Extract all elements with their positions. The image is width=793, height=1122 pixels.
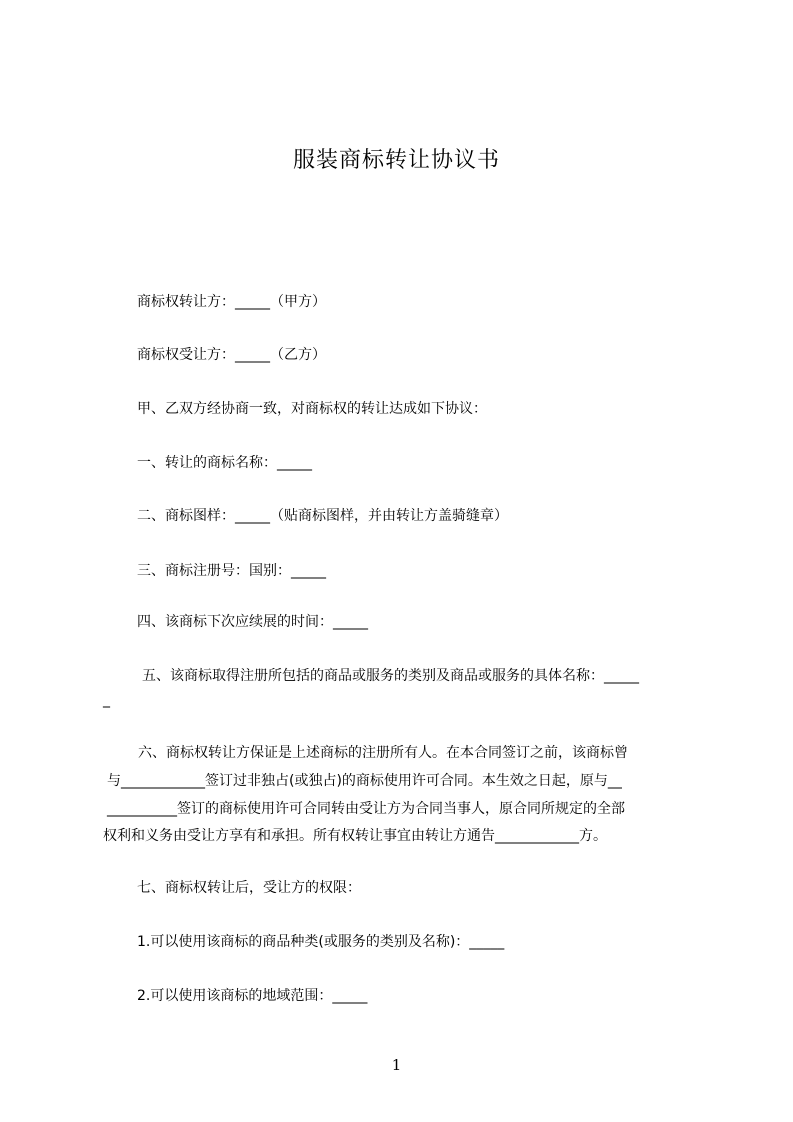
transferor-line: 商标权转让方：_____（甲方）	[137, 294, 326, 310]
clause-6-line-3: __________签订的商标使用许可合同转由受让方为合同当事人，原合同所规定的全部	[107, 801, 625, 817]
clause-4: 四、该商标下次应续展的时间：_____	[137, 614, 368, 630]
clause-3: 三、商标注册号：国别：_____	[137, 563, 326, 579]
clause-2: 二、商标图样：_____（贴商标图样，并由转让方盖骑缝章）	[137, 508, 508, 524]
clause-6-line-1: 六、商标权转让方保证是上述商标的注册所有人。在本合同签订之前，该商标曾	[138, 745, 628, 761]
transferee-line: 商标权受让方：_____（乙方）	[137, 347, 326, 363]
clause-7-sub-2: 2.可以使用该商标的地域范围：_____	[137, 988, 368, 1004]
clause-6-line-2: 与____________签订过非独占(或独占)的商标使用许可合同。本生效之日起，原与__	[107, 773, 622, 789]
page-number: 1	[391, 1056, 402, 1074]
clause-6-line-4: 权利和义务由受让方享有和承担。所有权转让事宜由转让方通告____________方。	[103, 828, 607, 844]
clause-7: 七、商标权转让后，受让方的权限：	[137, 880, 361, 896]
clause-5-line-2: _	[103, 692, 110, 708]
clause-7-sub-1: 1.可以使用该商标的商品种类(或服务的类别及名称)：_____	[137, 934, 505, 950]
clause-1: 一、转让的商标名称：_____	[137, 455, 312, 471]
clause-5-line-1: 五、该商标取得注册所包括的商品或服务的类别及商品或服务的具体名称：_____	[142, 668, 639, 684]
document-title: 服装商标转让协议书	[292, 148, 500, 173]
intro-line: 甲、乙双方经协商一致，对商标权的转让达成如下协议：	[137, 401, 487, 417]
